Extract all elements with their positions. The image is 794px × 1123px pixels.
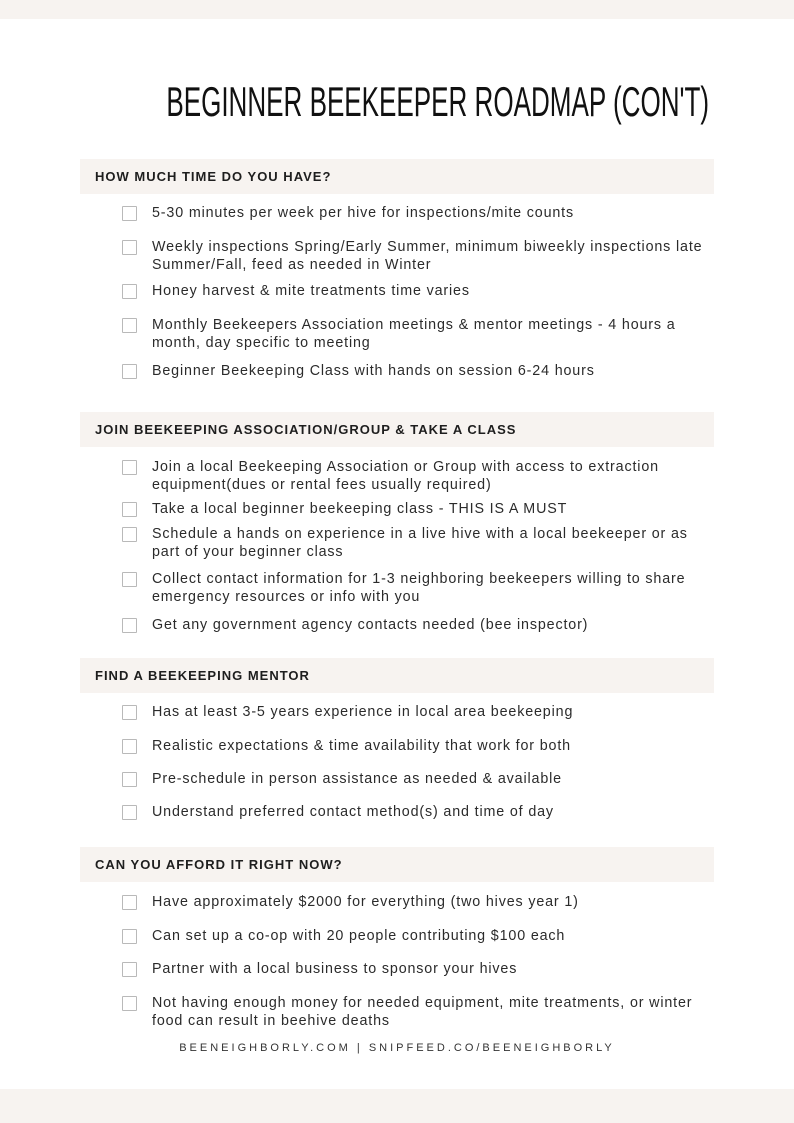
checkbox[interactable] <box>122 772 137 787</box>
checkbox[interactable] <box>122 739 137 754</box>
top-border <box>0 0 794 19</box>
checkbox[interactable] <box>122 460 137 475</box>
checkbox[interactable] <box>122 206 137 221</box>
item-text: Pre-schedule in person assistance as needed & available <box>152 771 562 787</box>
item-text: Has at least 3-5 years experience in local area beekeeping <box>152 704 574 720</box>
section-heading: CAN YOU AFFORD IT RIGHT NOW? <box>95 857 343 872</box>
item-text: Not having enough money for needed equipment, mite treatments, or winter food can result in beehive deaths <box>152 995 693 1029</box>
checkbox[interactable] <box>122 929 137 944</box>
item-text: Realistic expectations & time availability that work for both <box>152 738 571 754</box>
checkbox[interactable] <box>122 805 137 820</box>
section-header-time <box>80 159 714 194</box>
item-text: Understand preferred contact method(s) and time of day <box>152 804 554 820</box>
section-heading: FIND A BEEKEEPING MENTOR <box>95 668 310 683</box>
checkbox[interactable] <box>122 572 137 587</box>
item-text: Partner with a local business to sponsor your hives <box>152 961 518 977</box>
checkbox[interactable] <box>122 996 137 1011</box>
checkbox[interactable] <box>122 962 137 977</box>
section-header-association <box>80 412 714 447</box>
item-text: Can set up a co-op with 20 people contributing $100 each <box>152 928 566 944</box>
item-text: Collect contact information for 1-3 neighboring beekeepers willing to share emergency resources or info with you <box>152 571 686 605</box>
item-text: Beginner Beekeeping Class with hands on session 6-24 hours <box>152 363 595 379</box>
checkbox[interactable] <box>122 284 137 299</box>
item-text: Take a local beginner beekeeping class - THIS IS A MUST <box>152 501 568 517</box>
section-header-afford <box>80 847 714 882</box>
checkbox[interactable] <box>122 618 137 633</box>
checkbox[interactable] <box>122 527 137 542</box>
item-text: Monthly Beekeepers Association meetings & mentor meetings - 4 hours a month, day specific to meeting <box>152 317 676 351</box>
section-heading: HOW MUCH TIME DO YOU HAVE? <box>95 169 332 184</box>
bottom-border <box>0 1089 794 1123</box>
item-text: Join a local Beekeeping Association or Group with access to extraction equipment(dues or rental fees usually required) <box>152 459 659 493</box>
checkbox[interactable] <box>122 364 137 379</box>
item-text: Get any government agency contacts needed (bee inspector) <box>152 617 589 633</box>
item-text: 5-30 minutes per week per hive for inspections/mite counts <box>152 205 574 221</box>
page-title <box>0 78 794 126</box>
page-title-text: BEGINNER BEEKEEPER ROADMAP (CON'T) <box>166 78 710 125</box>
item-text: Have approximately $2000 for everything (two hives year 1) <box>152 894 579 910</box>
checkbox[interactable] <box>122 318 137 333</box>
section-heading: JOIN BEEKEEPING ASSOCIATION/GROUP & TAKE A CLASS <box>95 422 517 437</box>
checkbox[interactable] <box>122 240 137 255</box>
section-header-mentor <box>80 658 714 693</box>
item-text: Schedule a hands on experience in a live hive with a local beekeeper or as part of your beginner class <box>152 526 688 560</box>
footer-links: BEENEIGHBORLY.COM | SNIPFEED.CO/BEENEIGHBORLY <box>179 1042 615 1054</box>
checkbox[interactable] <box>122 895 137 910</box>
item-text: Honey harvest & mite treatments time varies <box>152 283 470 299</box>
checkbox[interactable] <box>122 705 137 720</box>
item-text: Weekly inspections Spring/Early Summer, minimum biweekly inspections late Summer/Fall, feed as needed in Winter <box>152 239 703 273</box>
checkbox[interactable] <box>122 502 137 517</box>
